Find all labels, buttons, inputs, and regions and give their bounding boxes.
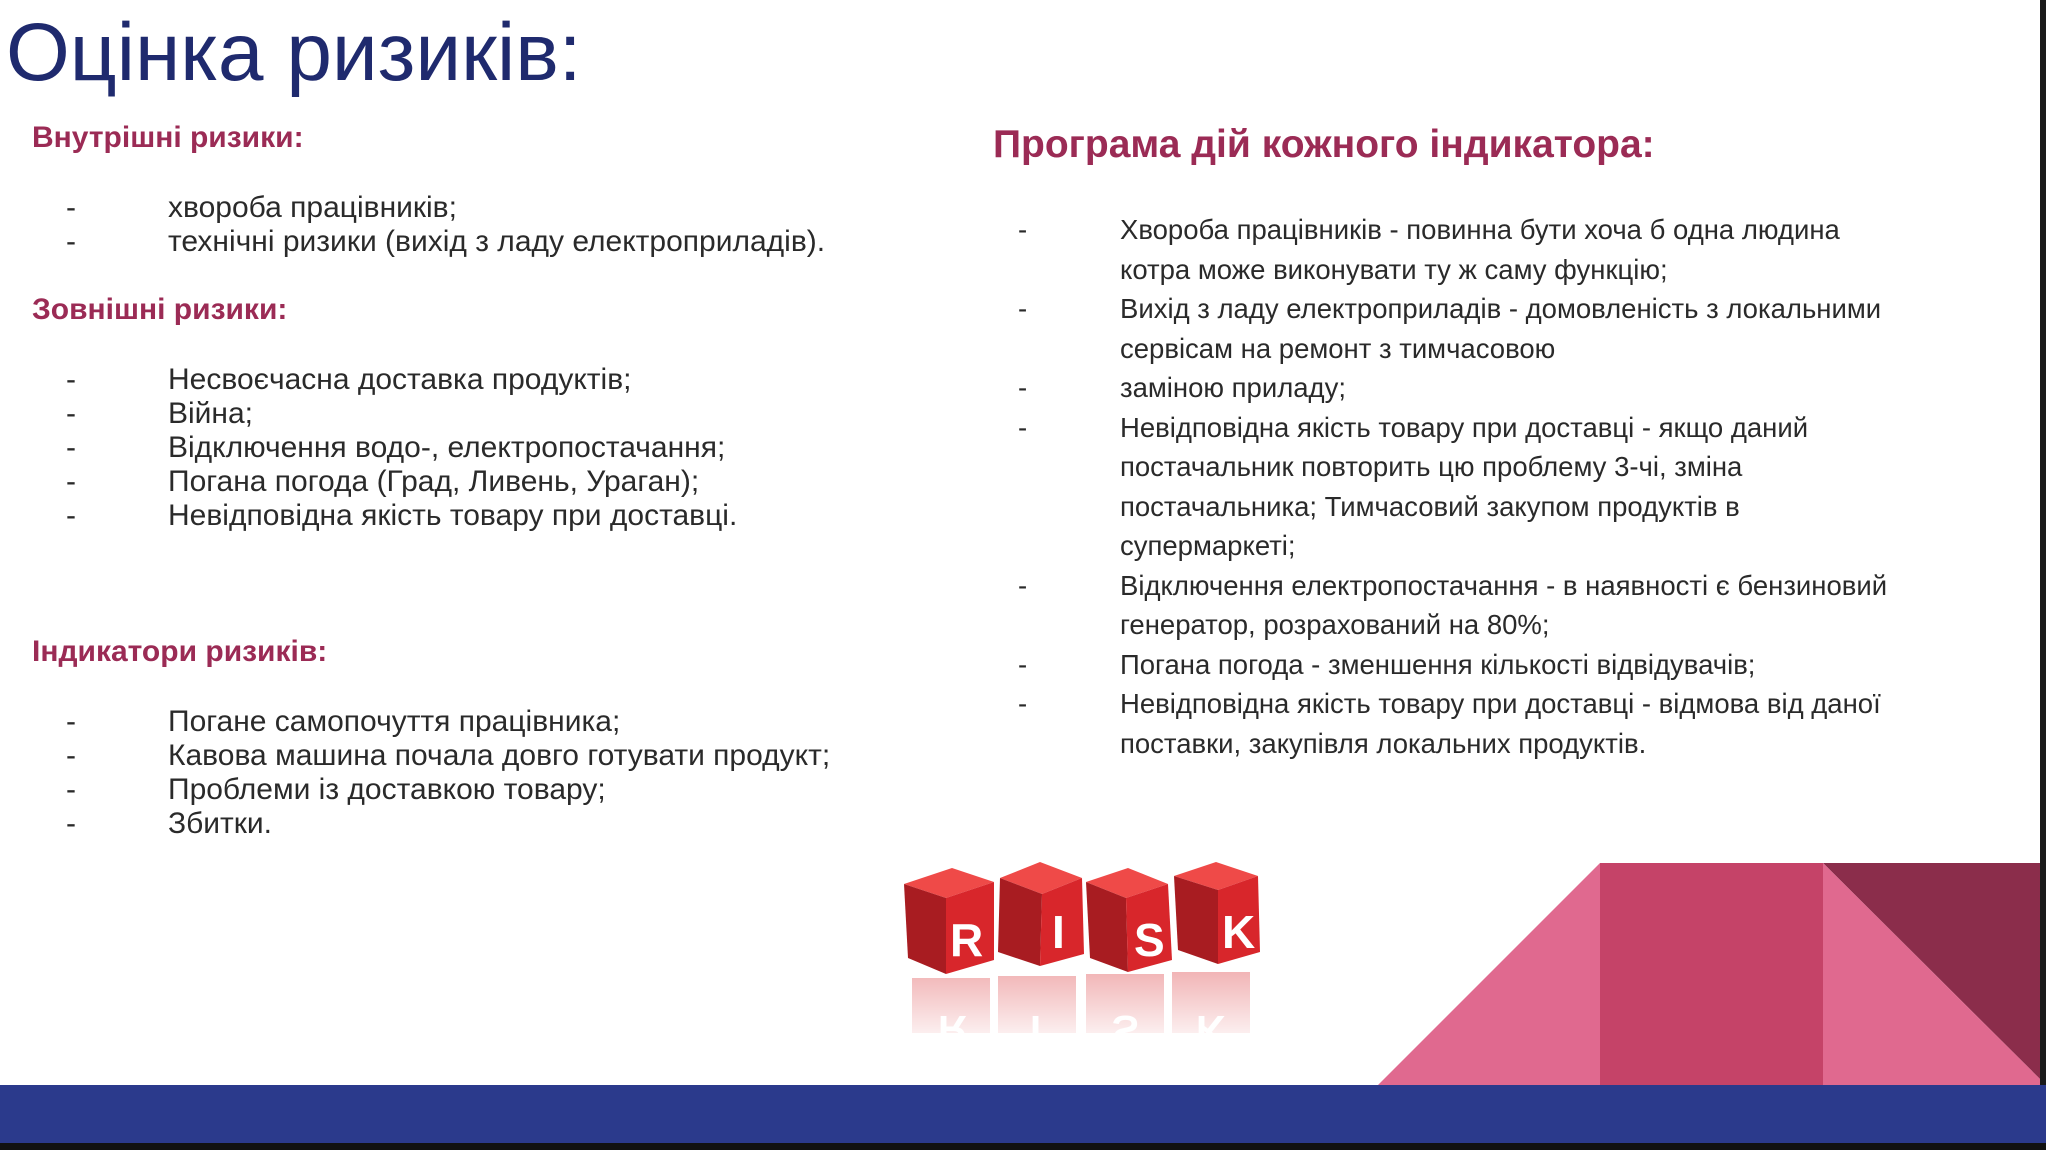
cube-s — [1086, 868, 1172, 972]
bullet-dash: - — [66, 739, 76, 772]
bottom-bar — [0, 1085, 2046, 1143]
list-item: - Невідповідна якість товару при доставці. — [66, 499, 738, 532]
bullet-dash: - — [66, 773, 76, 806]
list-item: - Відключення водо-, електропостачання; — [66, 431, 726, 464]
list-item: - Погана погода (Град, Ливень, Ураган); — [66, 465, 700, 498]
bullet-dash: - — [66, 397, 76, 430]
right-edge-bar — [2040, 0, 2046, 1085]
risk-indicators-list — [66, 705, 946, 841]
list-item: - Невідповідна якість товару при доставці - відмова від даної поставки, закупівля локальних продуктів. — [1018, 684, 1888, 763]
risk-cubes-image — [890, 850, 1280, 1050]
external-risks-list — [66, 363, 946, 533]
slide-title: Оцінка ризиків: — [6, 7, 582, 98]
bottom-edge — [0, 1143, 2046, 1150]
cube-letter: R — [950, 914, 984, 966]
bullet-dash: - — [66, 499, 76, 532]
bullet-dash: - — [1018, 688, 1028, 719]
list-item: - технічні ризики (вихід з ладу електроприладів). — [66, 225, 826, 258]
list-item: - Хвороба працівників - повинна бути хоча б одна людина котра може виконувати ту ж саму функцію; — [1018, 210, 1888, 289]
bullet-dash: - — [66, 705, 76, 738]
list-item: - Вихід з ладу електроприладів - домовленість з локальними сервісам на ремонт з тимчасовою — [1018, 289, 1888, 368]
bullet-dash: - — [1018, 293, 1028, 324]
list-item: - Війна; — [66, 397, 254, 430]
cube-k — [1174, 862, 1260, 964]
bullet-dash: - — [66, 465, 76, 498]
cube-letter: S — [1134, 914, 1165, 966]
external-risks-heading: Зовнішні ризики: — [32, 293, 288, 326]
list-item: - Кавова машина почала довго готувати продукт; — [66, 739, 831, 772]
list-item: - заміною приладу; — [1018, 368, 1888, 408]
list-item: - Невідповідна якість товару при доставці - якщо даний постачальник повторить цю проблему 3-чі, зміна постачальника; Тимчасовий закупом продуктів в супермаркеті; — [1018, 408, 1888, 566]
list-item: - Несвоєчасна доставка продуктів; — [66, 363, 632, 396]
list-item: - Відключення електропостачання - в наявності є бензиновий генератор, розрахований на 80%; — [1018, 566, 1888, 645]
cube-letter: I — [1052, 906, 1065, 958]
bullet-dash: - — [1018, 372, 1028, 403]
list-item: - Погана погода - зменшення кількості відвідувачів; — [1018, 645, 1888, 685]
triangle-light-right — [1823, 863, 2046, 1085]
bullet-dash: - — [66, 191, 76, 224]
triangle-light — [1378, 863, 1600, 1085]
action-program-list — [1018, 210, 1888, 763]
list-item: - Погане самопочуття працівника; — [66, 705, 621, 738]
action-program-heading: Програма дій кожного індикатора: — [993, 123, 1655, 166]
internal-risks-list — [66, 191, 946, 259]
triangle-dark — [1823, 863, 2046, 1085]
list-item: - хвороба працівників; — [66, 191, 457, 224]
bullet-dash: - — [1018, 214, 1028, 245]
cube-i — [998, 862, 1084, 966]
bullet-dash: - — [66, 431, 76, 464]
bullet-dash: - — [1018, 411, 1028, 443]
bullet-dash: - — [66, 807, 76, 840]
bullet-dash: - — [1018, 569, 1028, 601]
triangle-mid — [1600, 863, 1823, 1085]
bullet-dash: - — [1018, 648, 1028, 680]
list-item: - Збитки. — [66, 807, 273, 840]
cube-letter: K — [1222, 906, 1256, 958]
bullet-dash: - — [66, 225, 76, 258]
list-item: - Проблеми із доставкою товару; — [66, 773, 606, 806]
cube-r — [904, 868, 994, 974]
bullet-dash: - — [66, 363, 76, 396]
internal-risks-heading: Внутрішні ризики: — [32, 121, 304, 154]
risk-indicators-heading: Індикатори ризиків: — [32, 635, 328, 668]
